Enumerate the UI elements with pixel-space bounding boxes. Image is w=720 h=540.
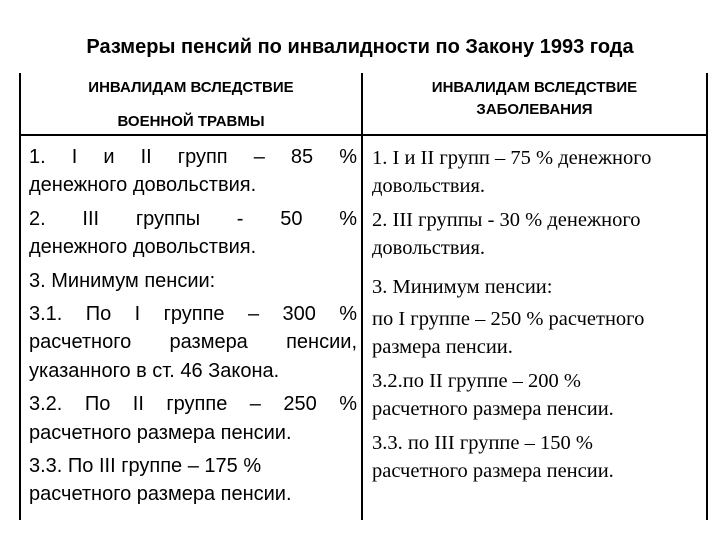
right-item-3-2-line2: расчетного размера пенсии. xyxy=(372,398,614,420)
left-item-2-line2: денежного довольствия. xyxy=(29,236,257,259)
left-column-body xyxy=(29,143,357,509)
right-item-3-3-line2: расчетного размера пенсии. xyxy=(372,460,614,482)
left-item-3-2-line1: 3.2. По II группе – 250 % xyxy=(29,393,357,416)
right-item-3-2-line1: 3.2.по II группе – 200 % xyxy=(372,370,582,392)
left-item-3-1-line1: 3.1. По I группе – 300 % xyxy=(29,303,357,326)
right-item-2-line1: 2. III группы - 30 % денежного xyxy=(372,209,641,231)
right-item-3-3-line1: 3.3. по III группе – 150 % xyxy=(372,432,593,454)
pension-table xyxy=(19,73,708,520)
left-item-2-line1: 2. III группы - 50 % xyxy=(29,207,357,230)
left-item-3-1-line2: расчетного размера пенсии, xyxy=(29,331,357,354)
page-title: Размеры пенсий по инвалидности по Закону 1993 года xyxy=(86,36,634,58)
left-item-3-3-line2: расчетного размера пенсии. xyxy=(29,483,292,506)
left-item-3-2-line2: расчетного размера пенсии. xyxy=(29,421,292,444)
right-item-2-line2: довольствия. xyxy=(372,237,486,259)
left-item-3-1-line3: указанного в ст. 46 Закона. xyxy=(29,359,280,382)
left-column-header xyxy=(21,77,361,133)
right-header-line1: ИНВАЛИДАМ ВСЛЕДСТВИЕ xyxy=(431,79,638,96)
right-item-3-1-line1: по I группе – 250 % расчетного xyxy=(372,308,645,330)
table-right-border xyxy=(706,73,708,520)
left-item-3: 3. Минимум пенсии: xyxy=(29,269,216,292)
left-item-1-line1: 1. I и II групп – 85 % xyxy=(29,146,357,168)
right-column-body xyxy=(372,144,704,485)
right-item-3: 3. Минимум пенсии: xyxy=(372,276,553,298)
left-item-1-line2: денежного довольствия. xyxy=(29,174,257,197)
right-header-line2: ЗАБОЛЕВАНИЯ xyxy=(476,101,593,118)
left-header-line1: ИНВАЛИДАМ ВСЛЕДСТВИЕ xyxy=(88,79,294,96)
right-column-header xyxy=(363,77,706,121)
right-item-3-1-line2: размера пенсии. xyxy=(372,336,513,358)
right-item-1-line2: довольствия. xyxy=(372,175,486,197)
table-column-divider xyxy=(361,73,363,520)
right-item-1-line1: 1. I и II групп – 75 % денежного xyxy=(372,147,652,169)
left-header-line2: ВОЕННОЙ ТРАВМЫ xyxy=(117,113,265,130)
table-left-border xyxy=(19,73,21,520)
left-item-3-3-line1: 3.3. По III группе – 175 % xyxy=(29,455,262,478)
table-header-divider xyxy=(19,134,708,136)
